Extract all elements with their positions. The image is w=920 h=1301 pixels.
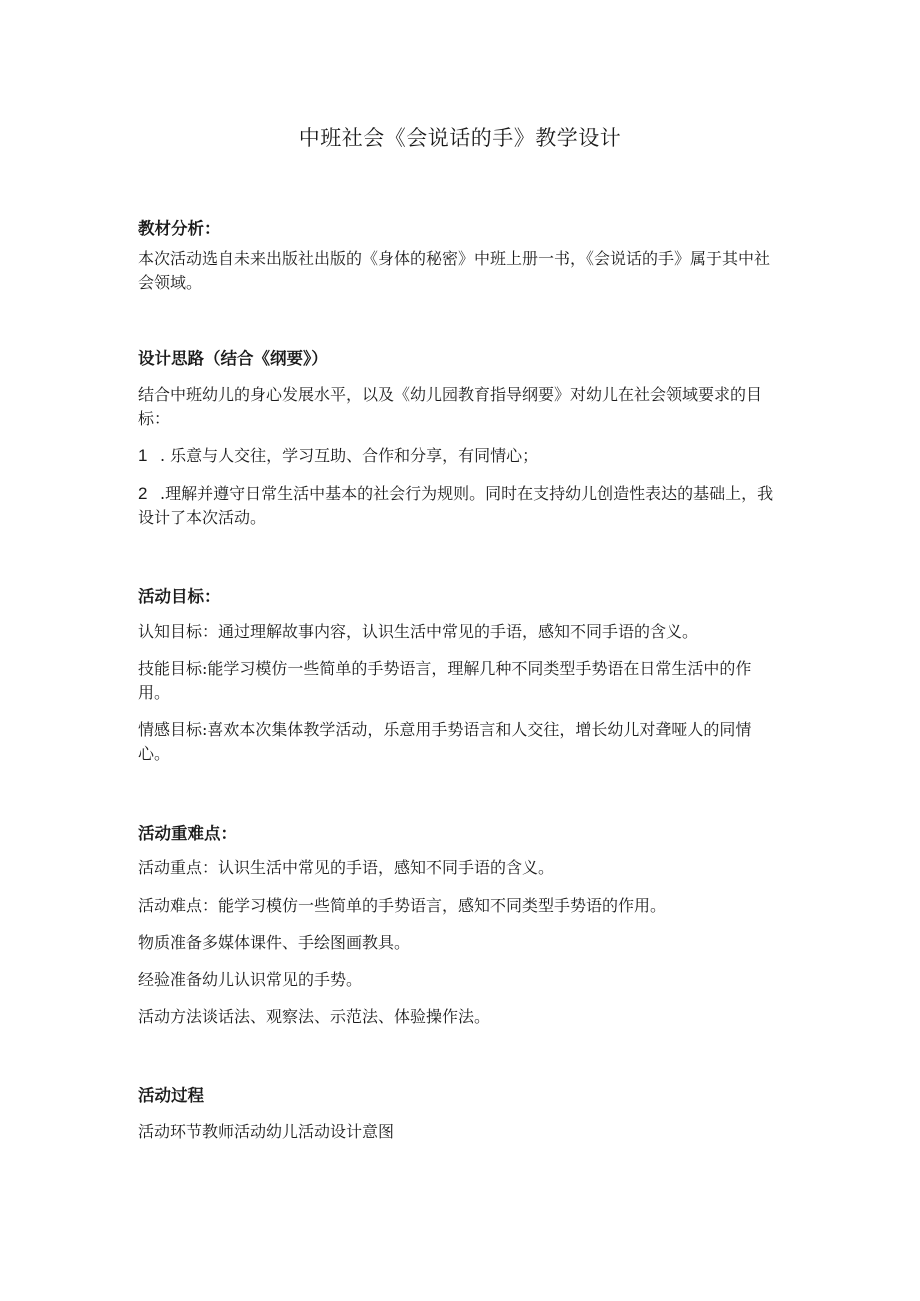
material-prep: 物质准备多媒体课件、手绘图画教具。 [138,933,411,952]
activity-methods: 活动方法谈话法、观察法、示范法、体验操作法。 [138,1007,491,1026]
keypoint-difficult: 活动难点：能学习模仿一些简单的手势语言，感知不同类型手势语的作用。 [138,896,667,915]
design-item-1 [138,444,778,468]
item-text: .理解并遵守日常生活中基本的社会行为规则。同时在支持幼儿创造性表达的基础上，我设计了本次活动。 [138,484,774,527]
goal-skill: 技能目标:能学习模仿一些简单的手势语言，理解几种不同类型手势语在日常生活中的作用。 [138,659,752,702]
design-item-2 [138,482,778,530]
item-number: 2 [138,484,148,503]
analysis-heading: 教材分析： [138,219,221,238]
design-intro: 结合中班幼儿的身心发展水平，以及《幼儿园教育指导纲要》对幼儿在社会领域要求的目标： [138,385,763,428]
goal-emotion: 情感目标:喜欢本次集体教学活动，乐意用手势语言和人交往，增长幼儿对聋哑人的同情心。 [138,720,752,763]
process-heading: 活动过程 [138,1086,204,1105]
item-number: 1 [138,446,148,465]
item-text: . 乐意与人交往，学习互助、合作和分享，有同情心； [160,446,539,465]
keypoints-heading: 活动重难点： [138,824,237,843]
experience-prep: 经验准备幼儿认识常见的手势。 [138,970,363,989]
analysis-text: 本次活动选自未来出版社出版的《身体的秘密》中班上册一书，《会说话的手》属于其中社会领域。 [138,249,771,292]
document-title: 中班社会《会说话的手》教学设计 [298,126,622,150]
goal-cognitive: 认知目标：通过理解故事内容，认识生活中常见的手语，感知不同手语的含义。 [138,622,699,641]
goals-heading: 活动目标： [138,587,221,606]
process-text: 活动环节教师活动幼儿活动设计意图 [138,1122,395,1141]
design-heading: 设计思路（结合《纲要》） [138,349,328,368]
keypoint-key: 活动重点：认识生活中常见的手语，感知不同手语的含义。 [138,858,555,877]
